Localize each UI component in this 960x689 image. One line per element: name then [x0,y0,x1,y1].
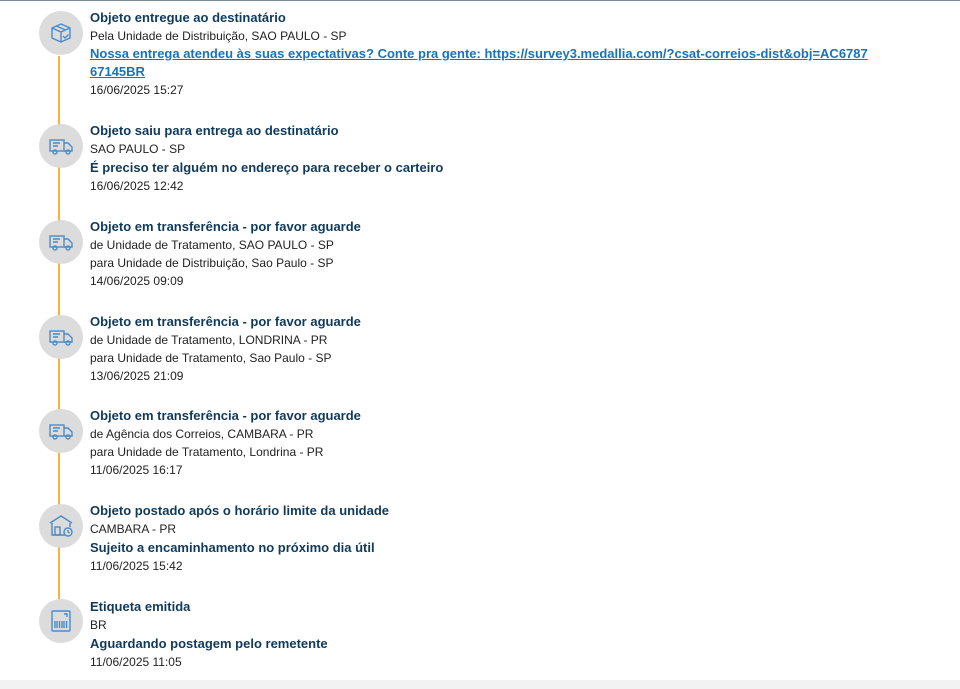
event-datetime: 13/06/2025 21:09 [90,369,184,383]
event-icon-badge [39,599,83,643]
survey-link[interactable]: Nossa entrega atendeu às suas expectativas? Conte pra gente: https://survey3.medallia.com/?csat-correios-dist&obj=AC678767145BR [90,46,868,79]
event-title: Objeto saiu para entrega ao destinatário [90,123,339,138]
event-datetime: 14/06/2025 09:09 [90,274,184,288]
event-location: CAMBARA - PR [90,522,177,536]
event-datetime: 16/06/2025 12:42 [90,179,184,193]
event-location: BR [90,618,107,632]
event-datetime: 16/06/2025 15:27 [90,83,184,97]
post-office-clock-icon [47,512,75,540]
event-destination: para Unidade de Tratamento, Londrina - PR [90,445,324,459]
package-delivered-icon [47,19,75,47]
barcode-label-icon [47,607,75,635]
event-destination: para Unidade de Distribuição, Sao Paulo - SP [90,256,334,270]
event-title: Objeto postado após o horário limite da unidade [90,503,390,518]
event-icon-badge [39,504,83,548]
event-title: Etiqueta emitida [90,599,191,614]
event-datetime: 11/06/2025 16:17 [90,463,183,477]
event-note: Aguardando postagem pelo remetente [90,636,328,651]
event-title: Objeto entregue ao destinatário [90,10,286,25]
event-title: Objeto em transferência - por favor aguarde [90,219,361,234]
event-location: Pela Unidade de Distribuição, SAO PAULO - SP [90,29,347,43]
event-datetime: 11/06/2025 15:42 [90,559,183,573]
event-icon-badge [39,124,83,168]
delivery-truck-icon [47,323,75,351]
event-origin: de Unidade de Tratamento, SAO PAULO - SP [90,238,334,252]
event-note: Sujeito a encaminhamento no próximo dia útil [90,540,375,555]
event-note: É preciso ter alguém no endereço para receber o carteiro [90,160,444,175]
event-datetime: 11/06/2025 11:05 [90,655,182,669]
delivery-truck-icon [47,417,75,445]
delivery-truck-icon [47,132,75,160]
delivery-truck-icon [47,228,75,256]
event-title: Objeto em transferência - por favor aguarde [90,408,361,423]
event-origin: de Unidade de Tratamento, LONDRINA - PR [90,333,328,347]
event-title: Objeto em transferência - por favor aguarde [90,314,361,329]
event-location: SAO PAULO - SP [90,142,186,156]
footer-band [0,680,960,689]
event-icon-badge [39,315,83,359]
event-icon-badge [39,220,83,264]
event-destination: para Unidade de Tratamento, Sao Paulo - SP [90,351,332,365]
event-icon-badge [39,11,83,55]
event-origin: de Agência dos Correios, CAMBARA - PR [90,427,314,441]
event-icon-badge [39,409,83,453]
